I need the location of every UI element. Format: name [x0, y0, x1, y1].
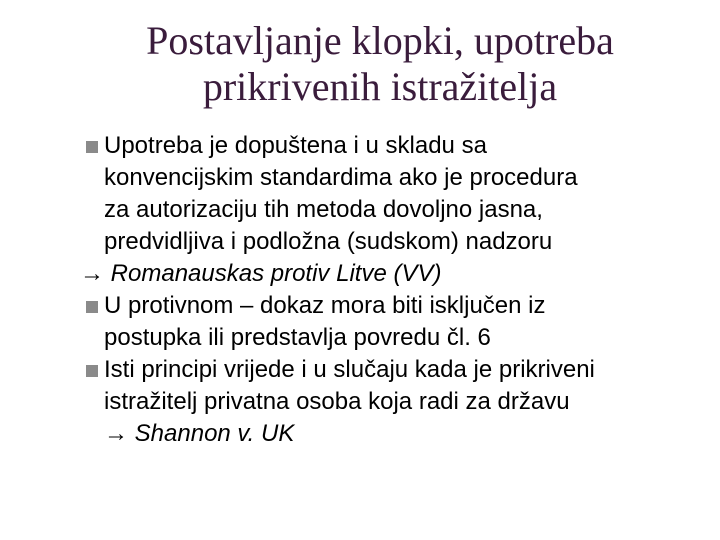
case-reference: → Romanauskas protiv Litve (VV): [80, 260, 442, 287]
square-bullet-icon: [86, 301, 98, 313]
bullet-item: [80, 130, 700, 258]
case-reference: [104, 418, 700, 450]
bullet-text-line: istražitelj privatna osoba koja radi za državu: [104, 388, 570, 415]
bullet-text-line: za autorizaciju tih metoda dovoljno jasna,: [104, 196, 543, 223]
slide-body: [80, 130, 700, 450]
bullet-item: [80, 290, 700, 354]
square-bullet-icon: [86, 141, 98, 153]
bullet-item: [80, 354, 700, 450]
title-line-1: Postavljanje klopki, upotreba: [146, 18, 614, 63]
case-name: Shannon v. UK: [134, 420, 295, 447]
title-line-2: prikrivenih istražitelja: [202, 64, 558, 109]
bullet-text-line: Isti principi vrijede i u slučaju kada je prikriveni: [104, 356, 595, 383]
square-bullet-icon: [86, 365, 98, 377]
arrow-icon: →: [104, 420, 128, 447]
bullet-text-line: postupka ili predstavlja povredu čl. 6: [104, 324, 491, 351]
bullet-text-line: predvidljiva i podložna (sudskom) nadzoru: [104, 228, 553, 255]
slide-title: [80, 18, 680, 110]
bullet-text-line: Upotreba je dopuštena i u skladu sa: [104, 132, 487, 159]
bullet-text-line: konvencijskim standardima ako je procedura: [104, 164, 578, 191]
bullet-text-line: U protivnom – dokaz mora biti isključen iz: [104, 292, 546, 319]
